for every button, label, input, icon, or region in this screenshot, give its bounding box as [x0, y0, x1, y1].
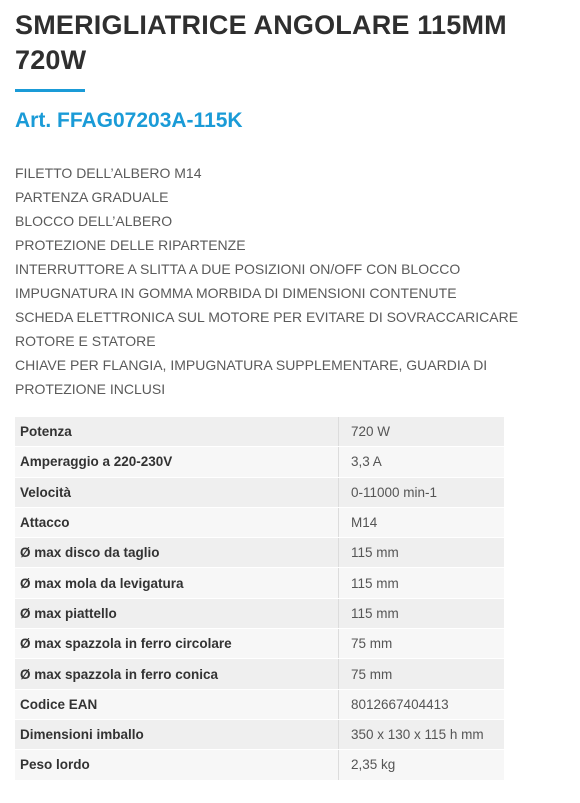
title-underline — [15, 89, 85, 92]
spec-value: 0-11000 min-1 — [339, 477, 505, 507]
spec-label: Ø max spazzola in ferro circolare — [15, 629, 339, 659]
spec-label: Ø max spazzola in ferro conica — [15, 659, 339, 689]
table-row — [15, 507, 504, 537]
spec-value: 75 mm — [339, 659, 505, 689]
table-row — [15, 538, 504, 568]
spec-value: 115 mm — [339, 568, 505, 598]
spec-value: M14 — [339, 507, 505, 537]
feature-item: BLOCCO DELL’ALBERO — [15, 213, 173, 229]
spec-label: Amperaggio a 220-230V — [15, 447, 339, 477]
spec-value: 8012667404413 — [339, 689, 505, 719]
spec-label: Velocità — [15, 477, 339, 507]
table-row — [15, 568, 504, 598]
table-row — [15, 598, 504, 628]
article-code: Art. FFAG07203A-115K — [15, 109, 243, 132]
table-row — [15, 689, 504, 719]
feature-item: IMPUGNATURA IN GOMMA MORBIDA DI DIMENSIONI CONTENUTE — [15, 285, 457, 301]
spec-label: Ø max piattello — [15, 598, 339, 628]
table-row — [15, 629, 504, 659]
feature-item: FILETTO DELL’ALBERO M14 — [15, 165, 202, 181]
feature-item: SCHEDA ELETTRONICA SUL MOTORE PER EVITARE DI SOVRACCARICARE ROTORE E STATORE — [15, 309, 519, 349]
table-row — [15, 477, 504, 507]
product-title: SMERIGLIATRICE ANGOLARE 115MM 720W — [15, 10, 507, 75]
spec-label: Potenza — [15, 417, 339, 447]
feature-item: PARTENZA GRADUALE — [15, 189, 169, 205]
specs-table — [15, 417, 504, 781]
spec-value: 3,3 A — [339, 447, 505, 477]
spec-label: Codice EAN — [15, 689, 339, 719]
spec-label: Ø max disco da taglio — [15, 538, 339, 568]
table-row — [15, 447, 504, 477]
table-row — [15, 719, 504, 749]
spec-label: Peso lordo — [15, 750, 339, 780]
feature-item: CHIAVE PER FLANGIA, IMPUGNATURA SUPPLEMENTARE, GUARDIA DI PROTEZIONE INCLUSI — [15, 357, 488, 397]
spec-value: 2,35 kg — [339, 750, 505, 780]
spec-value: 115 mm — [339, 598, 505, 628]
feature-list — [15, 161, 565, 401]
table-row — [15, 417, 504, 447]
spec-label: Ø max mola da levigatura — [15, 568, 339, 598]
spec-value: 115 mm — [339, 538, 505, 568]
spec-label: Dimensioni imballo — [15, 719, 339, 749]
spec-value: 75 mm — [339, 629, 505, 659]
spec-value: 720 W — [339, 417, 505, 447]
spec-label: Attacco — [15, 507, 339, 537]
spec-value: 350 x 130 x 115 h mm — [339, 719, 505, 749]
feature-item: INTERRUTTORE A SLITTA A DUE POSIZIONI ON/OFF CON BLOCCO — [15, 261, 461, 277]
table-row — [15, 750, 504, 780]
feature-item: PROTEZIONE DELLE RIPARTENZE — [15, 237, 246, 253]
table-row — [15, 659, 504, 689]
